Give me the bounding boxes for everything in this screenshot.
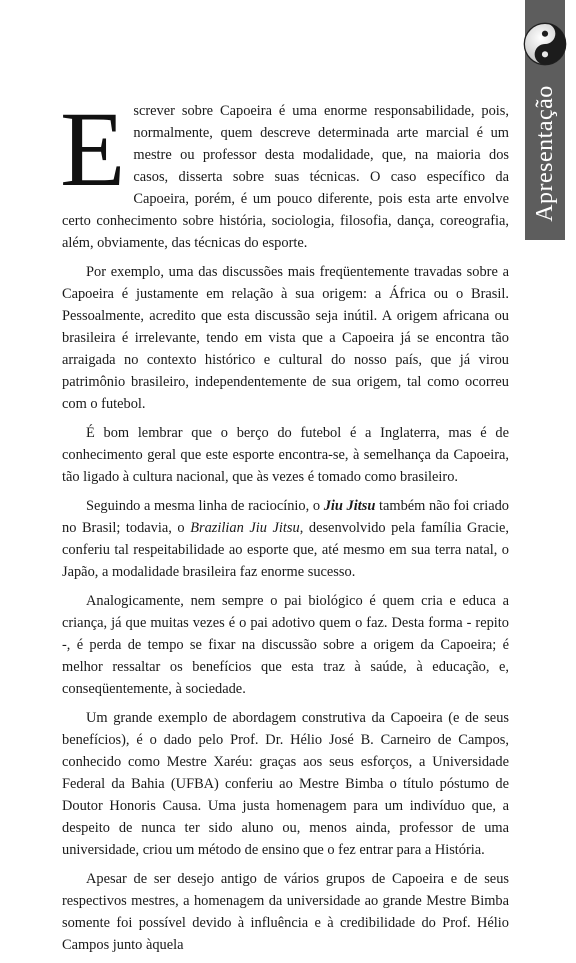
paragraph-3: É bom lembrar que o berço do futebol é a Inglaterra, mas é de conhecimento geral que este esporte encontra-se, à semelhança da Capoeira, tão ligado à cultura nacional, que às vezes é tomado como brasileiro. bbox=[62, 425, 509, 485]
paragraph-1 bbox=[60, 91, 509, 254]
paragraph-1-text: screver sobre Capoeira é uma enorme responsabilidade, pois, normalmente, quem descreve determinada arte marcial é um mestre ou professor desta modalidade, que, na maioria dos casos, disserta sobre suas técnicas. O caso específico da Capoeira, porém, é um pouco diferente, pois esta arte envolve certo conhecimento sobre história, sociologia, filosofia, dança, coreografia, além, obviamente, das técnicas do esporte. bbox=[62, 103, 509, 251]
section-title-text: Apresentação bbox=[531, 84, 558, 222]
paragraph-5: Analogicamente, nem sempre o pai biológico é quem cria e educa a criança, já que muitas vezes é o pai adotivo quem o faz. Desta forma - repito -, é perda de tempo se fixar na discussão sobre a origem da Capoeira; é melhor ressaltar os benefícios que esta traz à saúde, à educação, e, conseqüentemente, à sociedade. bbox=[62, 593, 509, 697]
paragraph-4-part: também não foi criado no Brasil; todavia, o bbox=[62, 498, 509, 536]
paragraph-4-part: , desenvolvido pela família Gracie, conferiu tal respeitabilidade ao esporte que, até mesmo em sua terra natal, o Japão, a modalidade brasileira faz enorme sucesso. bbox=[62, 520, 509, 580]
drop-cap: E bbox=[60, 91, 126, 209]
paragraph-7: Apesar de ser desejo antigo de vários grupos de Capoeira e de seus respectivos mestres, a homenagem da universidade ao grande Mestre Bimba somente foi possível devido à influência e à credibilidade do Prof. Hélio Campos junto àquela bbox=[62, 871, 509, 953]
term-brazilian-jiu-jitsu: Brazilian Jiu Jitsu bbox=[190, 520, 300, 536]
paragraph-4 bbox=[62, 495, 509, 583]
yin-yang-icon bbox=[523, 22, 567, 66]
section-title bbox=[527, 68, 563, 238]
paragraph-6: Um grande exemplo de abordagem construtiva da Capoeira (e de seus benefícios), é o dado pelo Prof. Dr. Hélio José B. Carneiro de Campos, conhecido como Mestre Xaréu: graças aos seus esforços, a Universidade Federal da Bahia (UFBA) conferiu ao Mestre Bimba o título póstumo de Doutor Honoris Causa. Uma justa homenagem para um indivíduo que, a despeito de nunca ter sido aluno ou, menos ainda, professor de uma universidade, criou um método de ensino que o fez entrar para a História. bbox=[62, 710, 509, 858]
term-jiu-jitsu: Jiu Jitsu bbox=[323, 498, 376, 514]
paragraph-4-part: Seguindo a mesma linha de raciocínio, o bbox=[86, 498, 324, 514]
paragraph-2: Por exemplo, uma das discussões mais freqüentemente travadas sobre a Capoeira é justamente em relação à sua origem: a África ou o Brasil. Pessoalmente, acredito que esta discussão seja inútil. A origem africana ou brasileira é irrelevante, tendo em vista que a Capoeira já se encontra tão arraigada no contexto histórico e cultural do nosso país, que já virou patrimônio brasileiro, independentemente de sua origem, tal como ocorreu com o futebol. bbox=[62, 264, 509, 412]
article-body bbox=[60, 91, 509, 963]
